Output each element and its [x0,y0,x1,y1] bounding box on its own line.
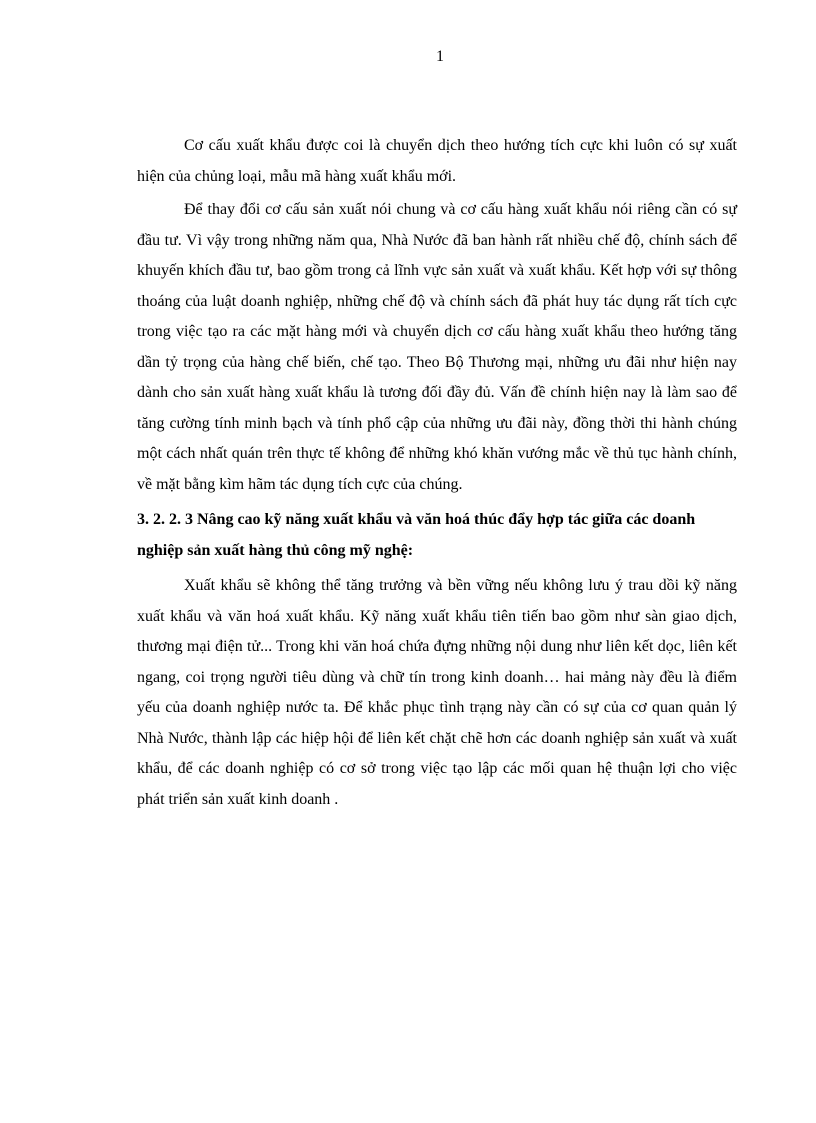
page-number: 1 [436,48,444,65]
paragraph-investment-policy: Để thay đổi cơ cấu sản xuất nói chung và cơ cấu hàng xuất khẩu nói riêng cần có sự đầu tư. Vì vậy trong những năm qua, Nhà Nước đã ban hành rất nhiều chế độ, chính sách để khuyến khích đầu tư, bao gồm trong cả lĩnh vực sản xuất và xuất khẩu. Kết hợp với sự thông thoáng của luật doanh nghiệp, những chế độ và chính sách đã phát huy tác dụng rất tích cực trong việc tạo ra các mặt hàng mới và chuyển dịch cơ cấu hàng xuất khẩu theo hướng tăng dần tỷ trọng của hàng chế biến, chế tạo. Theo Bộ Thương mại, những ưu đãi như hiện nay dành cho sản xuất hàng xuất khẩu là tương đối đầy đủ. Vấn đề chính hiện nay là làm sao để tăng cường tính minh bạch và tính phổ cập của những ưu đãi này, đồng thời thi hành chúng một cách nhất quán trên thực tế không để những khó khăn vướng mắc về thủ tục hành chính, về mặt bằng kìm hãm tác dụng tích cực của chúng. [137,201,737,493]
paragraph-export-structure: Cơ cấu xuất khẩu được coi là chuyển dịch theo hướng tích cực khi luôn có sự xuất hiện của chủng loại, mẫu mã hàng xuất khẩu mới. [137,137,737,185]
document-body [137,131,737,818]
paragraph-export-skills: Xuất khẩu sẽ không thể tăng trưởng và bền vững nếu không lưu ý trau dồi kỹ năng xuất khẩu và văn hoá xuất khẩu. Kỹ năng xuất khẩu tiên tiến bao gồm như sàn giao dịch, thương mại điện tử... Trong khi văn hoá chứa đựng những nội dung như liên kết dọc, liên kết ngang, coi trọng người tiêu dùng và chữ tín trong kinh doanh… hai mảng này đều là điểm yếu của doanh nghiệp nước ta. Để khắc phục tình trạng này cần có sự của cơ quan quản lý Nhà Nước, thành lập các hiệp hội để liên kết chặt chẽ hơn các doanh nghiệp sản xuất và xuất khẩu, để các doanh nghiệp có cơ sở trong việc tạo lập các mối quan hệ thuận lợi cho việc phát triển sản xuất kinh doanh . [137,577,737,808]
section-heading: 3. 2. 2. 3 Nâng cao kỹ năng xuất khẩu và văn hoá thúc đẩy hợp tác giữa các doanh nghiệp sản xuất hàng thủ công mỹ nghệ: [137,511,696,559]
